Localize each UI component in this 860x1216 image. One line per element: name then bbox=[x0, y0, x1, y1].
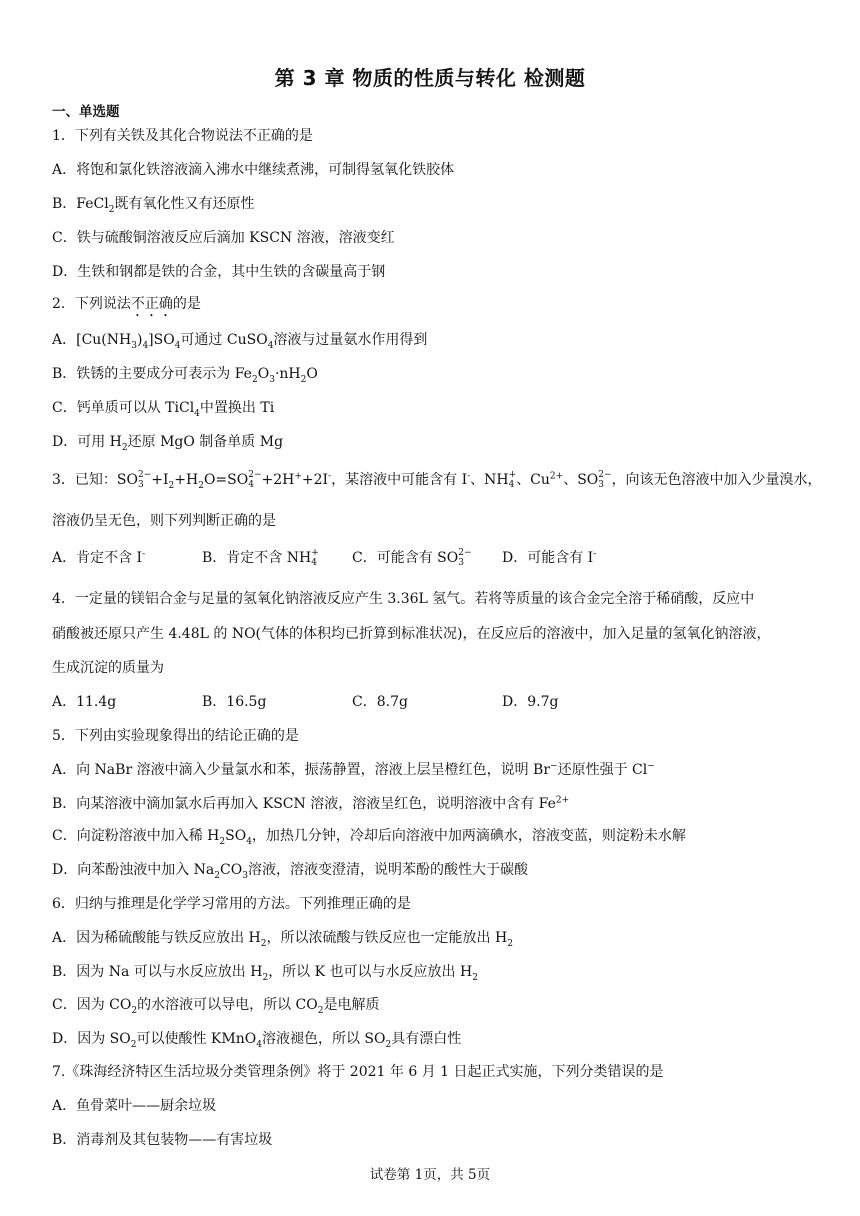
page-footer: 试卷第 1页，共 5页 bbox=[369, 1167, 491, 1183]
q6-option-c: C．因为 $CO_2$的水溶液可以导电，所以 $CO_2$是电解质 bbox=[52, 997, 380, 1016]
q1-option-a: A．将饱和氯化铁溶液滴入沸水中继续煮沸，可制得氢氧化铁胶体 bbox=[52, 162, 455, 178]
q7-option-b: B．消毒剂及其包装物——有害垃圾 bbox=[52, 1132, 273, 1148]
q7-stem: 7.《珠海经济特区生活垃圾分类管理条例》将于 2021 年 6 月 1 日起正式实施，下列分类错误的是 bbox=[52, 1064, 664, 1080]
q1-option-b: B．FeCl$_2$既有氧化性又有还原性 bbox=[52, 196, 255, 215]
q2-option-d: D．可用 $H_2$还原 MgO 制备单质 Mg bbox=[52, 434, 284, 453]
q4-line-3: 生成沉淀的质量为 bbox=[52, 660, 164, 676]
q5-option-c: C．向淀粉溶液中加入稀 $H_2SO_4$，加热几分钟，冷却后向溶液中加两滴碘水，溶液变蓝，则淀粉未水解 bbox=[52, 828, 686, 847]
q4-line-2: 硝酸被还原只产生 4.48L 的 NO(气体的体积均已折算到标准状况)，在反应后的溶液中，加入足量的氢氧化钠溶液， bbox=[52, 626, 771, 642]
q1-stem: 1．下列有关铁及其化合物说法不正确的是 bbox=[52, 128, 313, 144]
q2-stem: 2．下列说法不正确的是 bbox=[52, 296, 201, 312]
q4-option-b: B．16.5g bbox=[202, 694, 267, 710]
q6-option-b: B．因为 Na 可以与水反应放出 $H_2$，所以 K 也可以与水反应放出 $H_2$ bbox=[52, 964, 478, 983]
q5-option-a: A．向 NaBr 溶液中滴入少量氯水和苯，振荡静置，溶液上层呈橙红色，说明 Br−还原性强于 Cl− bbox=[52, 761, 655, 778]
q5-option-b: B．向某溶液中滴加氯水后再加入 KSCN 溶液，溶液呈红色，说明溶液中含有 $Fe^{2+}$ bbox=[52, 795, 570, 812]
page-title: 第 3 章 物质的性质与转化 检测题 bbox=[274, 66, 586, 90]
q4-option-d: D．9.7g bbox=[502, 694, 559, 710]
q2-option-a: A．$[Cu(NH_3)_4]SO_4$可通过 CuSO$_4$溶液与过量氨水作用得到 bbox=[52, 332, 428, 351]
section-heading: 一、单选题 bbox=[52, 104, 120, 120]
q7-option-a: A．鱼骨菜叶——厨余垃圾 bbox=[52, 1098, 217, 1114]
q5-option-d: D．向苯酚浊液中加入 $Na_2CO_3$溶液，溶液变澄清，说明苯酚的酸性大于碳酸 bbox=[52, 862, 528, 881]
q1-option-d: D．生铁和钢都是铁的合金，其中生铁的含碳量高于钢 bbox=[52, 264, 386, 280]
q2-option-b: B．铁锈的主要成分可表示为 $Fe_2O_3\cdot nH_2O$ bbox=[52, 366, 318, 385]
q3-option-c: C．可能含有 SO 2− 3 bbox=[352, 548, 472, 568]
q1-option-c: C．铁与硫酸铜溶液反应后滴加 KSCN 溶液，溶液变红 bbox=[52, 230, 395, 246]
q6-option-d: D．因为 $SO_2$可以使酸性 KMnO$_4$溶液褪色，所以 $SO_2$具有漂白性 bbox=[52, 1031, 462, 1050]
q3-options bbox=[52, 548, 812, 572]
q2-option-c: C．钙单质可以从 TiCl$_4$中置换出 Ti bbox=[52, 400, 275, 419]
q3-option-b: B．肯定不含 NH + 4 bbox=[202, 548, 319, 568]
q4-line-1: 4．一定量的镁铝合金与足量的氢氧化钠溶液反应产生 3.36L 氢气。若将等质量的该合金完全溶于稀硝酸，反应中 bbox=[52, 591, 755, 607]
emphasis-text: 不正确 bbox=[130, 296, 173, 312]
q3-option-a: A．肯定不含 I- bbox=[52, 549, 146, 566]
q3-line-1: 3．已知：SO 2− 3 $+I_2+H_2O=SO$ 2− 4 +2H++2I-，某溶液中可能含有 I-、NH + 4 、$Cu^{2+}$、SO 2− 3 ，向该无色溶液中加入少量溴水， bbox=[52, 470, 822, 491]
q4-options bbox=[52, 692, 812, 716]
q5-stem: 5．下列由实验现象得出的结论正确的是 bbox=[52, 728, 299, 744]
q6-option-a: A．因为稀硫酸能与铁反应放出 $H_2$，所以浓硫酸与铁反应也一定能放出 $H_2$ bbox=[52, 930, 513, 949]
q4-option-a: A．11.4g bbox=[52, 694, 117, 710]
q6-stem: 6．归纳与推理是化学学习常用的方法。下列推理正确的是 bbox=[52, 896, 411, 912]
q4-option-c: C．8.7g bbox=[352, 694, 408, 710]
q3-line-2: 溶液仍呈无色，则下列判断正确的是 bbox=[52, 513, 276, 529]
q3-option-d: D．可能含有 I- bbox=[502, 549, 597, 566]
